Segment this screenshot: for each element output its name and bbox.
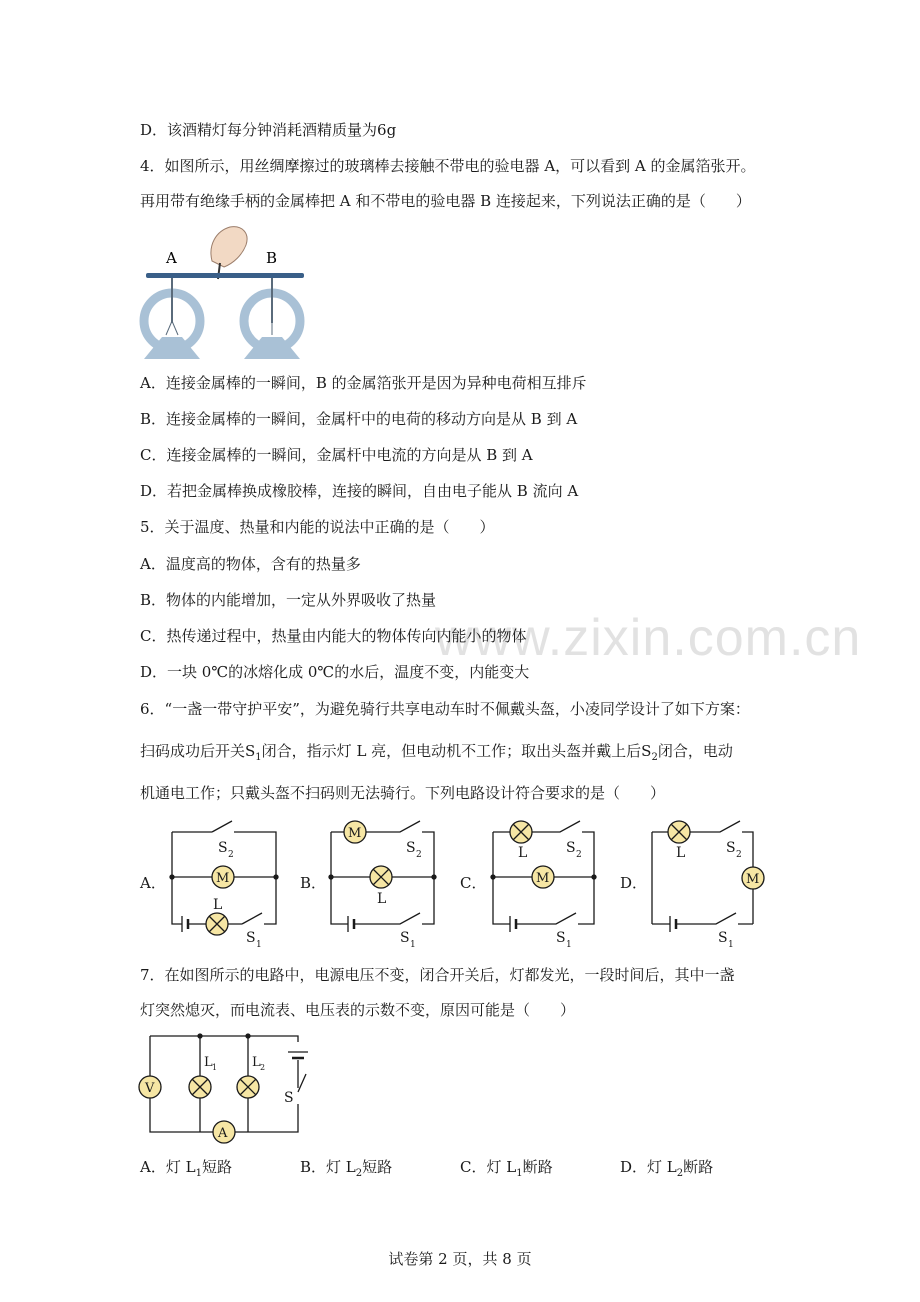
svg-text:L: L (204, 1055, 213, 1070)
q6-stem-line2: 扫码成功后开关$S_1$闭合，指示灯 L 亮，但电动机不工作；取出头盔并戴上后$S_2$闭合，电动 (140, 742, 733, 763)
circuit-option-d (620, 821, 764, 950)
q4-option-c: C．连接金属棒的一瞬间，金属杆中电流的方向是从 B 到 A (140, 446, 533, 464)
svg-text:1: 1 (566, 940, 572, 950)
q7-option-d: D．灯 $L_2$断路 (620, 1158, 714, 1179)
q7-option-a: A．灯 $L_1$短路 (140, 1158, 232, 1179)
q6-stem-line1: 6．“一盏一带守护平安”，为避免骑行共享电动车时不佩戴头盔，小凌同学设计了如下方案： (140, 700, 750, 718)
svg-text:L: L (377, 891, 387, 907)
svg-text:S: S (246, 930, 256, 946)
voltmeter-symbol: V (145, 1081, 155, 1096)
q4-option-a: A．连接金属棒的一瞬间，B 的金属箔张开是因为异种电荷相互排斥 (140, 374, 587, 392)
svg-text:2: 2 (736, 850, 742, 860)
svg-text:L: L (252, 1055, 261, 1070)
q7-stem-line1: 7．在如图所示的电路中，电源电压不变，闭合开关后，灯都发光，一段时间后，其中一盏 (140, 966, 735, 984)
electroscope-a (144, 278, 200, 359)
svg-text:2: 2 (416, 850, 422, 860)
svg-text:S: S (218, 840, 228, 856)
svg-text:S: S (718, 930, 728, 946)
metal-rod (146, 273, 304, 278)
svg-text:2: 2 (576, 850, 582, 860)
circuit-option-b (300, 821, 436, 950)
q7-option-c: C．灯 $L_1$断路 (460, 1158, 553, 1179)
svg-text:S: S (556, 930, 566, 946)
q6-stem-line3: 机通电工作；只戴头盔不扫码则无法骑行。下列电路设计符合要求的是（ ） (140, 784, 666, 802)
q5-option-a: A．温度高的物体，含有的热量多 (140, 555, 361, 573)
electroscope-b-label: B (266, 249, 278, 267)
circuit-b-label: B． (300, 874, 327, 892)
q4-option-b: B．连接金属棒的一瞬间，金属杆中的电荷的移动方向是从 B 到 A (140, 410, 578, 428)
svg-text:S: S (284, 1090, 294, 1106)
svg-text:1: 1 (256, 940, 262, 950)
q5-stem: 5．关于温度、热量和内能的说法中正确的是（ ） (140, 518, 495, 536)
svg-text:M: M (216, 871, 230, 886)
circuit-d-label: D． (620, 874, 648, 892)
electroscope-a-label: A (166, 249, 177, 267)
svg-text:1: 1 (212, 1063, 218, 1072)
q4-stem-line1: 4．如图所示，用丝绸摩擦过的玻璃棒去接触不带电的验电器 A，可以看到 A 的金属箔张开。 (140, 157, 756, 175)
ammeter-symbol: A (218, 1126, 228, 1141)
q7-stem-line2: 灯突然熄灭，而电流表、电压表的示数不变，原因可能是（ ） (140, 1001, 576, 1019)
svg-text:M: M (746, 872, 760, 887)
svg-text:S: S (400, 930, 410, 946)
svg-text:L: L (676, 845, 686, 861)
circuit-c-label: C． (460, 874, 487, 892)
q5-option-c: C．热传递过程中，热量由内能大的物体传向内能小的物体 (140, 627, 527, 645)
svg-text:S: S (406, 840, 416, 856)
svg-text:L: L (213, 897, 223, 913)
q7-circuit-figure (138, 1030, 313, 1148)
circuit-option-c (460, 821, 596, 950)
svg-text:L: L (518, 845, 528, 861)
q6-circuit-options (138, 815, 778, 950)
q4-option-d: D．若把金属棒换成橡胶棒，连接的瞬间，自由电子能从 B 流向 A (140, 482, 579, 500)
circuit-option-a (139, 821, 278, 950)
q5-option-b: B．物体的内能增加，一定从外界吸收了热量 (140, 591, 437, 609)
page-footer: 试卷第 2 页，共 8 页 (388, 1250, 532, 1268)
svg-text:M: M (536, 871, 550, 886)
electroscope-b (244, 278, 300, 359)
q4-electroscope-figure (138, 225, 310, 359)
svg-text:S: S (726, 840, 736, 856)
svg-text:1: 1 (728, 940, 734, 950)
q5-option-d: D．一块 0℃的冰熔化成 0℃的水后，温度不变，内能变大 (140, 663, 530, 681)
q4-stem-line2: 再用带有绝缘手柄的金属棒把 A 和不带电的验电器 B 连接起来，下列说法正确的是（ ） (140, 192, 751, 210)
svg-text:1: 1 (410, 940, 416, 950)
q3-option-d: D．该酒精灯每分钟消耗酒精质量为6g (140, 121, 397, 139)
circuit-a-label: A． (140, 874, 166, 892)
svg-text:2: 2 (228, 850, 234, 860)
watermark: www.zixin.com.cn (435, 609, 862, 667)
svg-text:S: S (566, 840, 576, 856)
svg-text:2: 2 (260, 1063, 266, 1072)
q7-option-b: B．灯 $L_2$短路 (300, 1158, 393, 1179)
svg-text:M: M (348, 826, 362, 841)
